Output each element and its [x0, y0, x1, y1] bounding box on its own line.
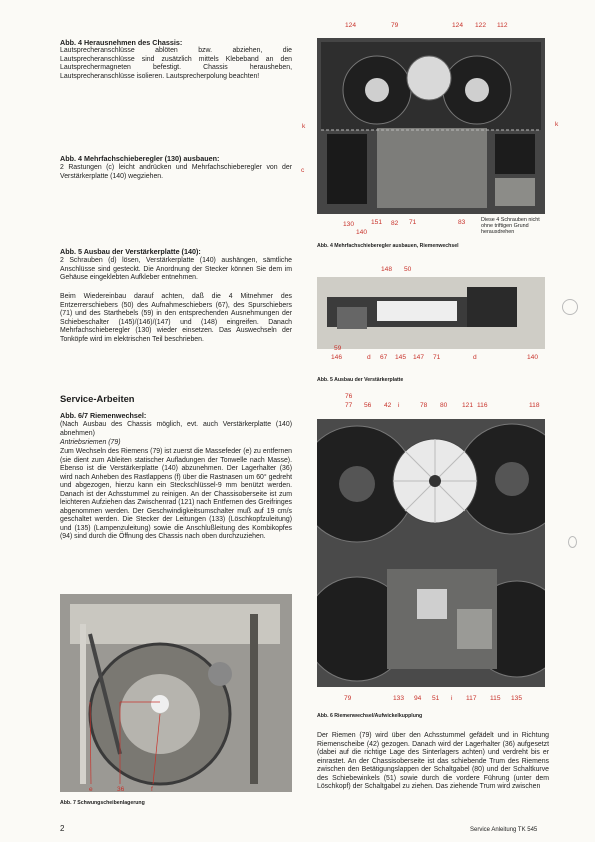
punch-hole-mark: [562, 299, 578, 315]
fig5-label-148: 148: [381, 266, 393, 273]
fig5-label-59: 59: [334, 345, 342, 352]
fig6-label-117: 117: [466, 695, 477, 702]
fig6-label-94: 94: [414, 695, 422, 702]
fig4-label-top-2: 79: [391, 22, 399, 29]
fig4-note: Diese 4 Schrauben nicht ohne triftigen Grund herausdrehen: [481, 217, 540, 236]
fig6-label-78: 78: [420, 402, 428, 409]
figure-7-leaders: [60, 594, 292, 792]
page-number: 2: [60, 824, 65, 833]
fig6-label-42: 42: [384, 402, 392, 409]
section-chassis-text: Lautsprecheranschlüsse ablöten bzw. abziehen, die Lautsprecheranschlüsse sind zusätzlich mittels Klebeband an den Lautsprechermagneten befestigt. Chassis herausheben, Lautsprecheranschlüsse isolieren. Lautsprecherpolung beachten!: [60, 47, 292, 80]
section-belt-text-1: (Nach Ausbau des Chassis möglich, evt. auch Verstärkerplatte (140) abnehmen): [60, 421, 292, 437]
fig6-label-80: 80: [440, 402, 448, 409]
fig4-label-top-5: 112: [497, 22, 508, 29]
section-chassis-title: Abb. 4 Herausnehmen des Chassis:: [60, 38, 183, 47]
figure-4-photo: [317, 38, 545, 214]
fig6-label-135: 135: [511, 695, 523, 702]
fig6-label-i-bottom: i: [451, 695, 453, 702]
fig4-label-top-4: 122: [475, 22, 487, 29]
figure-6-caption: Abb. 6 Riemenwechsel/Aufwickelkupplung: [317, 713, 423, 719]
section-belt-title: Abb. 6/7 Riemenwechsel:: [60, 411, 147, 420]
fig4-label-top-3: 124: [452, 22, 464, 29]
fig5-label-71: 71: [433, 354, 441, 361]
section-belt-subtitle: Antriebsriemen (79): [60, 439, 121, 446]
fig6-label-115: 115: [490, 695, 501, 702]
fig7-label-36: 36: [117, 786, 125, 793]
section-slider-title: Abb. 4 Mehrfachschieberegler (130) ausbauen:: [60, 154, 220, 163]
fig7-label-e: e: [89, 786, 93, 793]
fig4-label-bottom-3: 82: [391, 220, 399, 227]
fig5-label-146: 146: [331, 354, 343, 361]
punch-hole-mark-2: [568, 536, 577, 548]
figure-4-caption: Abb. 4 Mehrfachschieberegler ausbauen, Riemenwechsel: [317, 243, 459, 249]
section-amp-title: Abb. 5 Ausbau der Verstärkerplatte (140):: [60, 247, 201, 256]
fig4-label-bottom-2: 151: [371, 219, 383, 226]
fig5-label-50: 50: [404, 266, 412, 273]
figure-5-photo: [317, 277, 545, 349]
figure-5-drawing: [317, 277, 545, 349]
figure-5-caption: Abb. 5 Ausbau der Verstärkerplatte: [317, 377, 404, 383]
fig6-label-77: 77: [345, 402, 353, 409]
section-amp-text-2: Beim Wiedereinbau darauf achten, daß die 4 Mitnehmer des Entzerrerschiebers (50) des Aufnahmeschiebers (67), des Spurschiebers (71) und des Starthebels (59) in den entsprechenden Ausnehmungen der Schiebeschalter (145)/(146)/(147) und (148) eingreifen. Danach Mehrfachschieberegler (130) wieder einsetzen. Das Auswechseln der Tonköpfe wird im elektrischen Teil beschrieben.: [60, 293, 292, 343]
fig6-label-133: 133: [393, 695, 405, 702]
service-heading: Service-Arbeiten: [60, 393, 135, 404]
fig6-label-121: 121: [462, 402, 474, 409]
fig4-label-140: 140: [356, 229, 368, 236]
fig5-label-147: 147: [413, 354, 425, 361]
fig6-label-79: 79: [344, 695, 352, 702]
fig4-label-bottom-1: 130: [343, 221, 355, 228]
fig6-label-56: 56: [364, 402, 372, 409]
fig6-label-76: 76: [345, 393, 353, 400]
fig6-label-116: 116: [477, 402, 488, 409]
fig4-label-c: c: [301, 167, 305, 174]
section-slider-text: 2 Rastungen (c) leicht andrücken und Mehrfachschieberegler von der Verstärkerplatte (140) wegziehen.: [60, 164, 292, 180]
fig7-label-f: f: [151, 786, 153, 793]
fig4-label-bottom-5: 83: [458, 219, 466, 226]
fig4-label-k-left: k: [302, 123, 306, 130]
fig5-label-67: 67: [380, 354, 388, 361]
figure-7-caption: Abb. 7 Schwungscheibenlagerung: [60, 800, 145, 806]
section-belt-text-2: Zum Wechseln des Riemens (79) ist zuerst die Massefeder (e) zu entfernen (sie dient zum Ableiten statischer Aufladungen der Tonwelle nach Masse). Ebenso ist die Verstärkerplatte (140) abzunehmen. Der Lagerhalter (36) wird nach Anheben des Rastlappens (f) über die Rastnasen um 60° gedreht und abgezogen, hierzu kann ein Steckschlüssel-9 mm benützt werden. Danach ist der Achsstummel zu reinigen. An der Chassisoberseite ist zum leichteren Aufziehen das Zwischenrad (121) nach Entfernen des Greifringes abgenommen werden. Der Geschwindigkeitsumschalter muß auf 19 cm/s geschaltet werden. Die Stecker der Leitungen (133) (Löschkopfzuleitung) und (135) (Lampenzuleitung) sowie die Anschlußleitung des Kombikopfes (94) sind durch die Öffnung des Chassis nach oben durchzuziehen.: [60, 448, 292, 540]
footer-title: Service Anleitung TK 545: [470, 827, 538, 833]
fig5-label-140: 140: [527, 354, 539, 361]
section-belt-continued-text: Der Riemen (79) wird über den Achsstummel gefädelt und in Richtung Riemenscheibe (42) gezogen. Danach wird der Lagerhalter (36) aufgesetzt (dabei auf die richtige Lage des Sinterlagers achten) und verdreht bis er einrastet. An der Chassisoberseite ist das schiebende Trum des Riemens zwischen den Betätigungslappen der Schaltgabel (80) und der Schaltkurve des Schiebewinkels (51) sowie durch die vordere Führung (unter dem Löschkopf) der Schaltgabel zu ziehen. Das ziehende Trum wird zwischen: [317, 732, 549, 790]
fig6-label-51: 51: [432, 695, 440, 702]
fig4-label-top-1: 124: [345, 22, 357, 29]
fig6-label-i-top: i: [398, 402, 400, 409]
section-amp-text-1: 2 Schrauben (d) lösen, Verstärkerplatte (140) aushängen, sämtliche Anschlüsse sind gesteckt. Die Anordnung der Stecker können Sie dem im Gehäuse eingeklebten Aufkleber entnehmen.: [60, 257, 292, 281]
fig5-label-145: 145: [395, 354, 407, 361]
figure-6-drawing: [317, 419, 545, 687]
figure-6-photo: [317, 419, 545, 687]
fig5-label-d-1: d: [367, 354, 371, 361]
fig6-label-118: 118: [529, 402, 540, 409]
fig4-label-bottom-4: 71: [409, 219, 417, 226]
fig4-label-k-right: k: [555, 121, 559, 128]
figure-4-drawing: [317, 38, 545, 214]
fig5-label-d-2: d: [473, 354, 477, 361]
